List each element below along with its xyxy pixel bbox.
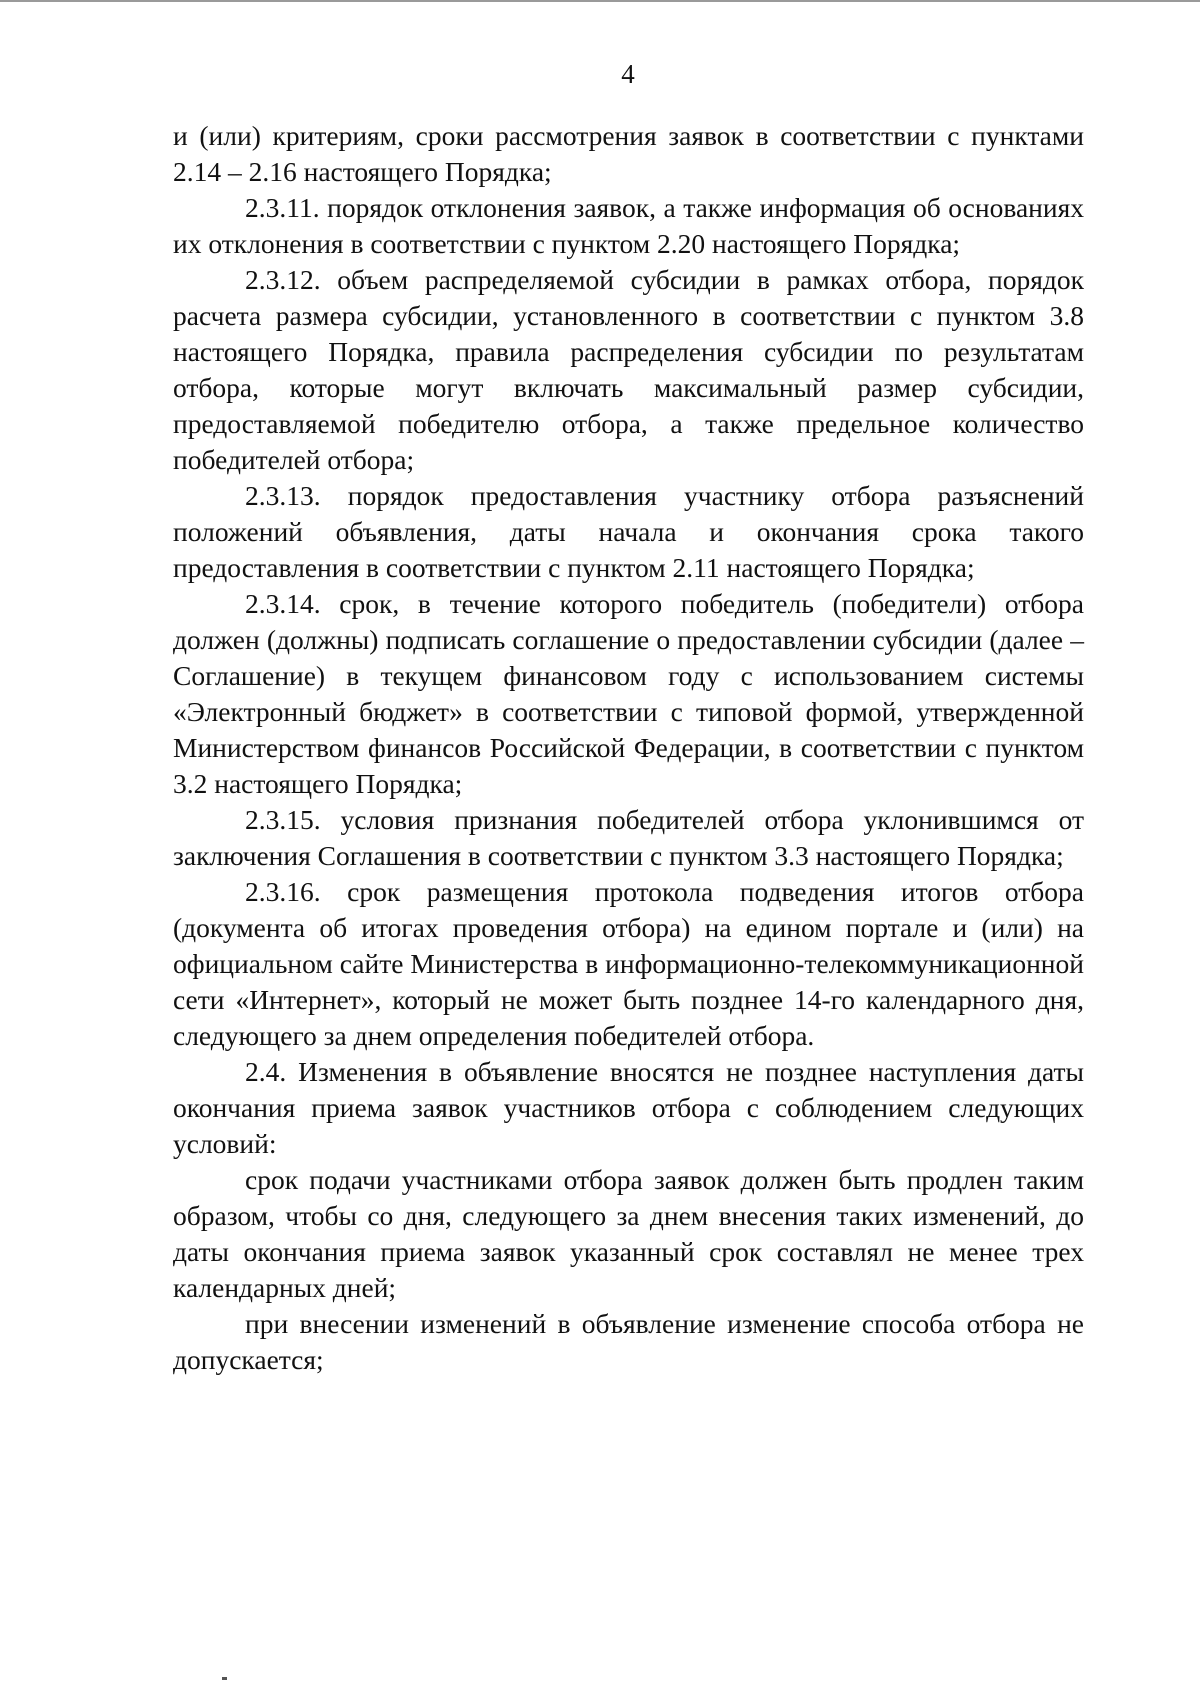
scan-artifact (222, 1677, 227, 1680)
paragraph-2-4: 2.4. Изменения в объявление вносятся не позднее наступления даты окончания приема заявок участников отбора с соблюдением следующих условий: (173, 1056, 1084, 1159)
paragraph-2-3-12: 2.3.12. объем распределяемой субсидии в рамках отбора, порядок расчета размера субсидии, установленного в соответствии с пунктом 3.8 настоящего Порядка, правила распределения субсидии по результатам отбора, которые могут включать максимальный размер субсидии, предоставляемой победителю отбора, а также предельное количество победителей отбора; (173, 264, 1084, 475)
top-edge-line (0, 0, 1200, 2)
paragraph-2-3-11: 2.3.11. порядок отклонения заявок, а также информация об основаниях их отклонения в соответствии с пунктом 2.20 настоящего Порядка; (173, 192, 1084, 259)
paragraph-continuation: и (или) критериям, сроки рассмотрения заявок в соответствии с пунктами 2.14 – 2.16 настоящего Порядка; (173, 120, 1084, 187)
paragraph-2-3-16: 2.3.16. срок размещения протокола подведения итогов отбора (документа об итогах проведения отбора) на едином портале и (или) на официальном сайте Министерства в информационно-телекоммуникационной сети «Интернет», который не может быть позднее 14-го календарного дня, следующего за днем определения победителей отбора. (173, 876, 1084, 1051)
paragraph-2-3-15: 2.3.15. условия признания победителей отбора уклонившимся от заключения Соглашения в соответствии с пунктом 3.3 настоящего Порядка; (173, 804, 1084, 871)
paragraph-2-3-14: 2.3.14. срок, в течение которого победитель (победители) отбора должен (должны) подписать соглашение о предоставлении субсидии (далее – Соглашение) в текущем финансовом году с использованием системы «Электронный бюджет» в соответствии с типовой формой, утвержденной Министерством финансов Российской Федерации, в соответствии с пунктом 3.2 настоящего Порядка; (173, 588, 1084, 799)
paragraph-condition-deadline: срок подачи участниками отбора заявок должен быть продлен таким образом, чтобы со дня, следующего за днем внесения таких изменений, до даты окончания приема заявок указанный срок составлял не менее трех календарных дней; (173, 1164, 1084, 1303)
paragraph-condition-method: при внесении изменений в объявление изменение способа отбора не допускается; (173, 1308, 1084, 1375)
paragraph-2-3-13: 2.3.13. порядок предоставления участнику отбора разъяснений положений объявления, даты начала и окончания срока такого предоставления в соответствии с пунктом 2.11 настоящего Порядка; (173, 480, 1084, 583)
page-number: 4 (621, 59, 635, 89)
document-body (173, 118, 1084, 1378)
